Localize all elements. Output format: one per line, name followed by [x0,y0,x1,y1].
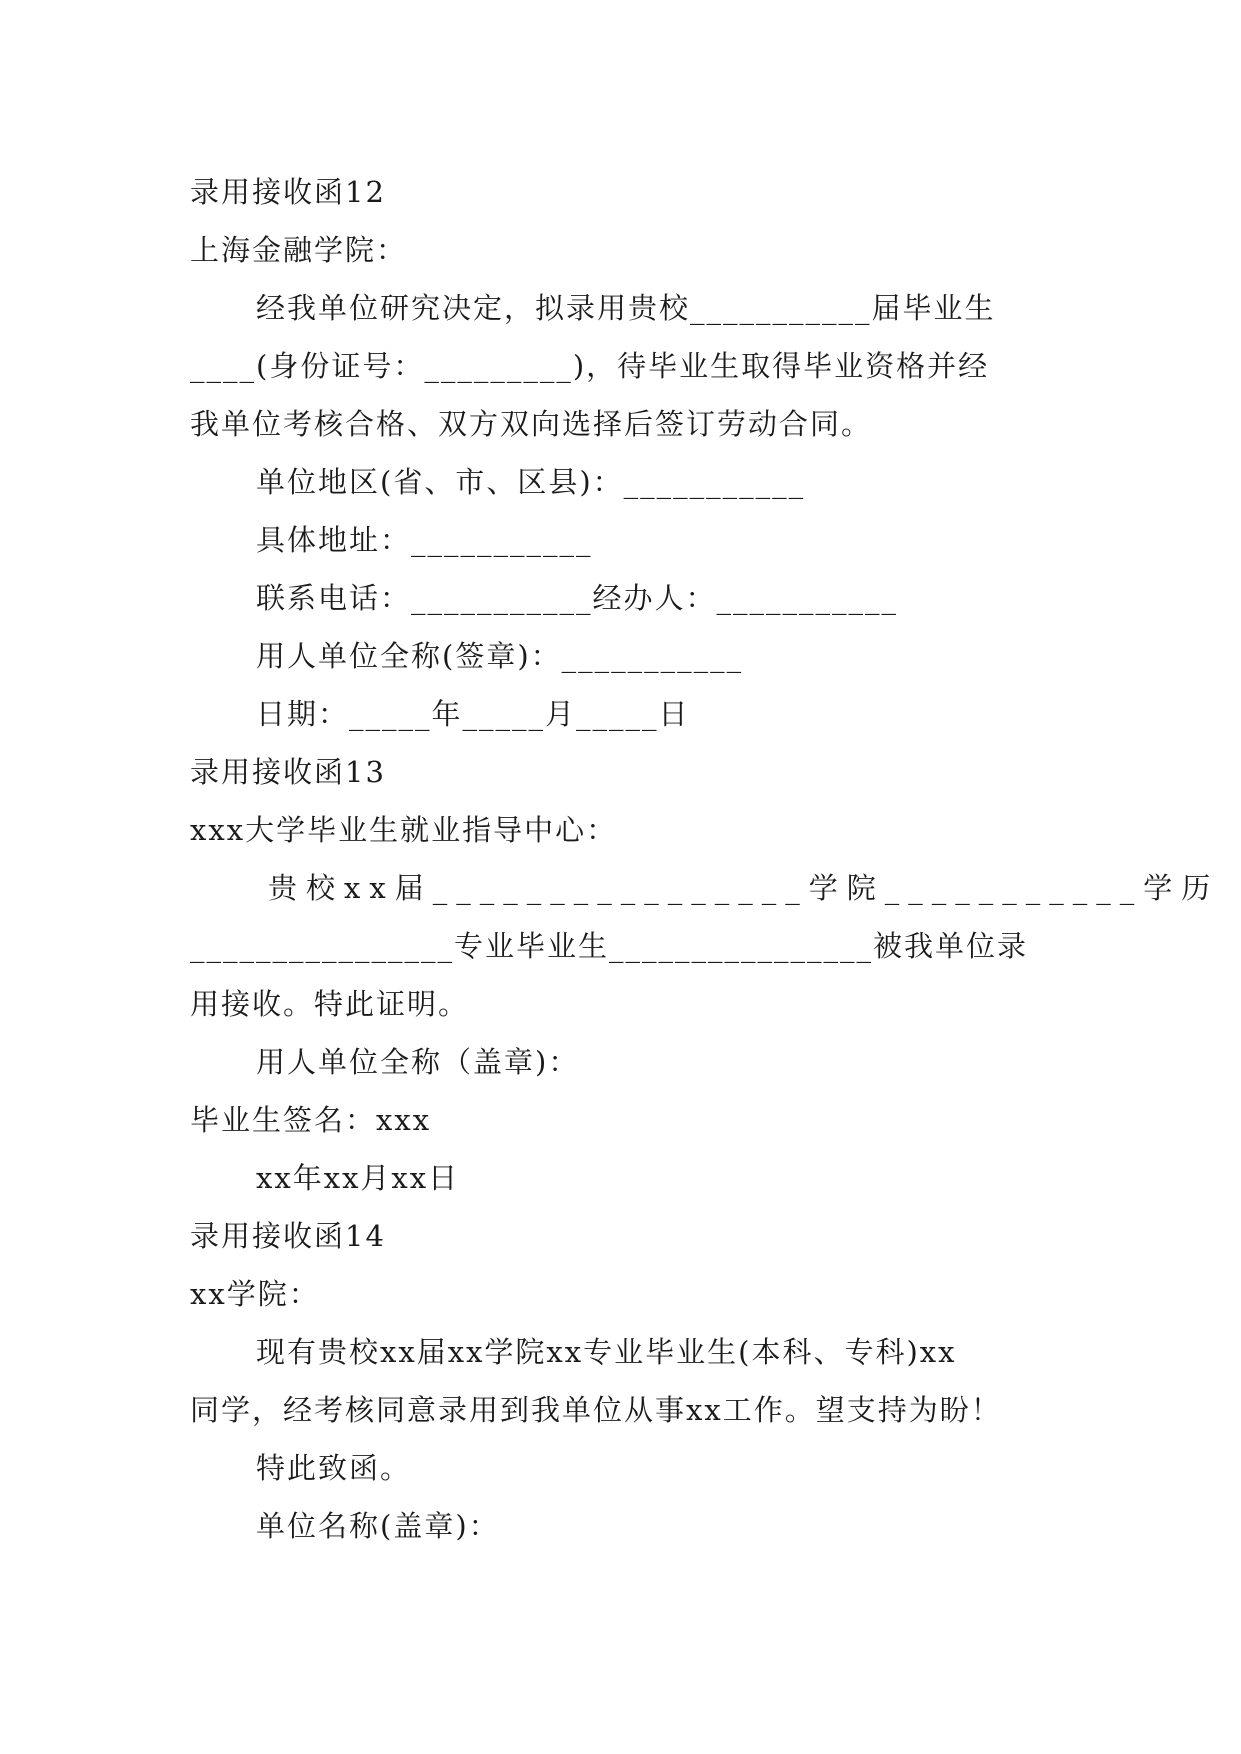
letter-13-date: xx年xx月xx日 [256,1161,460,1195]
letter-13-body-line-2: ________________专业毕业生________________被我单位录 [190,929,1029,963]
letter-14-body-line-2: 同学，经考核同意录用到我单位从事xx工作。望支持为盼！ [190,1393,1002,1427]
letter-13-body-line-1: 贵校xx届________________学院___________学历 [268,871,1220,905]
letter-13-recipient: xxx大学毕业生就业指导中心： [190,813,618,847]
letter-13-fullname-field: 用人单位全称（盖章)： [256,1045,580,1079]
letter-12-address-field: 具体地址：___________ [256,523,593,557]
letter-12-phone-field: 联系电话：___________经办人：___________ [256,581,899,615]
letter-12-body-line-3: 我单位考核合格、双方双向选择后签订劳动合同。 [190,407,873,441]
letter-14-unit-field: 单位名称(盖章)： [256,1509,500,1543]
letter-12-date-field: 日期：_____年_____月_____日 [256,697,690,731]
letter-12-recipient: 上海金融学院： [190,233,408,267]
letter-14-body-line-1: 现有贵校xx届xx学院xx专业毕业生(本科、专科)xx [256,1335,957,1369]
letter-12-region-field: 单位地区(省、市、区县)：___________ [256,465,806,499]
letter-12-body-line-1: 经我单位研究决定，拟录用贵校___________届毕业生 [256,291,996,325]
letter-12-title: 录用接收函12 [190,175,386,209]
letter-14-closing: 特此致函。 [256,1451,412,1485]
letter-12-fullname-field: 用人单位全称(签章)：___________ [256,639,744,673]
letter-14-title: 录用接收函14 [190,1219,386,1253]
letter-13-title: 录用接收函13 [190,755,386,789]
letter-13-signature: 毕业生签名：xxx [190,1103,432,1137]
letter-13-body-line-3: 用接收。特此证明。 [190,987,470,1021]
letter-14-recipient: xx学院： [190,1277,320,1311]
letter-12-body-line-2: ____(身份证号：_________)，待毕业生取得毕业资格并经 [190,349,990,383]
